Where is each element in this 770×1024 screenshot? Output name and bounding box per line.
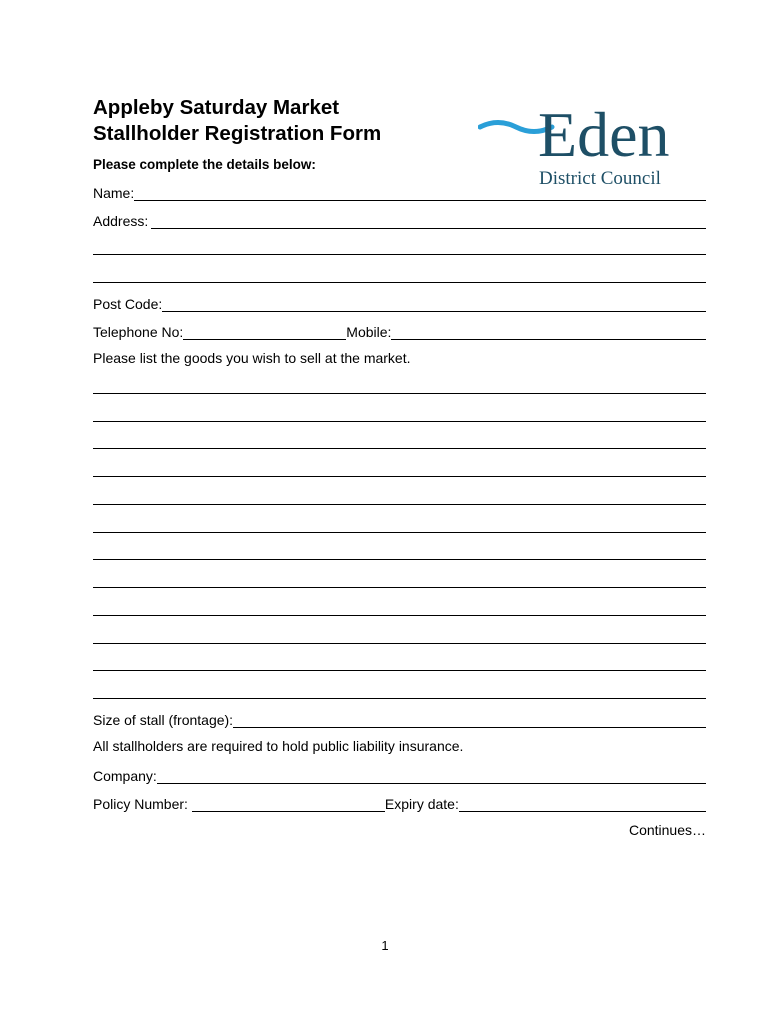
address-line-2[interactable]	[93, 254, 706, 255]
form-title	[93, 95, 473, 147]
address-field[interactable]	[151, 214, 706, 229]
company-row	[93, 766, 706, 784]
name-row	[93, 183, 706, 201]
goods-line[interactable]	[93, 670, 706, 671]
company-field[interactable]	[157, 769, 706, 784]
telephone-field[interactable]	[183, 325, 346, 340]
eden-district-council-logo	[478, 96, 708, 188]
goods-line[interactable]	[93, 476, 706, 477]
goods-line[interactable]	[93, 532, 706, 533]
instruction-text: Please complete the details below:	[93, 157, 316, 172]
name-label: Name:	[93, 185, 135, 201]
stall-size-row	[93, 710, 706, 728]
policy-number-field[interactable]	[192, 797, 385, 812]
goods-prompt: Please list the goods you wish to sell at the market.	[93, 350, 411, 366]
continues-text: Continues…	[628, 822, 706, 838]
company-label: Company:	[93, 768, 157, 784]
policy-row	[93, 794, 706, 812]
address-line-3[interactable]	[93, 282, 706, 283]
goods-line[interactable]	[93, 615, 706, 616]
expiry-date-label: Expiry date:	[384, 796, 459, 812]
mobile-label: Mobile:	[346, 324, 392, 340]
title-line-1: Appleby Saturday Market	[93, 96, 340, 119]
title-line-2: Stallholder Registration Form	[93, 122, 382, 145]
goods-line[interactable]	[93, 559, 706, 560]
mobile-field[interactable]	[391, 325, 706, 340]
goods-line[interactable]	[93, 587, 706, 588]
expiry-date-field[interactable]	[459, 797, 706, 812]
post-code-row	[93, 294, 706, 312]
post-code-label: Post Code:	[93, 296, 163, 312]
page-number: 1	[381, 938, 389, 953]
logo-word-eden: Eden	[538, 99, 670, 170]
phone-row	[93, 322, 706, 340]
telephone-label: Telephone No:	[93, 324, 184, 340]
address-label: Address:	[93, 213, 149, 229]
goods-line[interactable]	[93, 698, 706, 699]
goods-line[interactable]	[93, 393, 706, 394]
stall-size-label: Size of stall (frontage):	[93, 712, 234, 728]
goods-line[interactable]	[93, 448, 706, 449]
name-field[interactable]	[134, 186, 706, 201]
insurance-note: All stallholders are required to hold public liability insurance.	[93, 738, 464, 754]
post-code-field[interactable]	[162, 297, 706, 312]
logo-subtitle: District Council	[539, 168, 661, 188]
goods-line[interactable]	[93, 504, 706, 505]
stall-size-field[interactable]	[233, 713, 706, 728]
address-row	[93, 211, 706, 229]
policy-number-label: Policy Number:	[93, 796, 188, 812]
goods-line[interactable]	[93, 643, 706, 644]
goods-line[interactable]	[93, 421, 706, 422]
